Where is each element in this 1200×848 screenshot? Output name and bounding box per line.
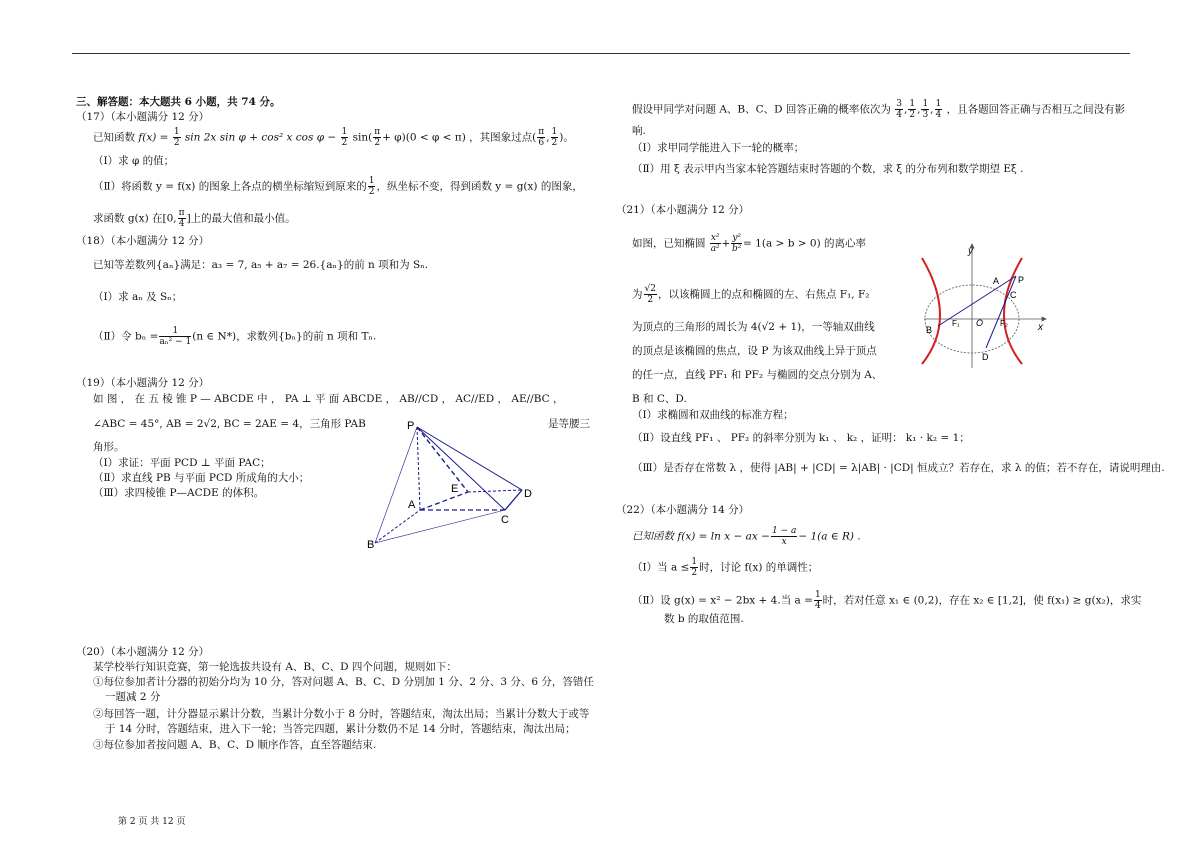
q20-rule1-cont: 一题减 2 分 — [105, 691, 161, 703]
q17-part2-cont: 求函数 g(x) 在[0, $\frac{\pi}{4}$ ]上的最大值和最小值。 — [93, 208, 296, 229]
hyperbola-right-branch — [1004, 258, 1025, 364]
q21-statement: 如图，已知椭圆 $\frac{\text{x²}}{\text{a²}}$ + $\frac{\text{y²}}{\text{b²}}$ = 1(a > b > 0) 的离心率 — [632, 233, 867, 254]
q20-rule3: ③每位参加者按问题 A、B、C、D 顺序作答，直至答题结束. — [93, 739, 377, 751]
edge-PD — [417, 427, 522, 490]
q20-prob-statement: 假设甲同学对问题 A、B、C、D 回答正确的概率依次为 $\frac{3}{4}$ , $\frac{1}{2}$ , $\frac{1}{3}$ , $\frac{1}{4}$ ，且各题回答正确与否相互之间没有影 — [632, 99, 1126, 120]
q22-heading: （22）（本小题满分 14 分） — [616, 504, 750, 516]
label-x: x — [1038, 322, 1043, 333]
q21-statement-2: 为 $\frac{√2}{2}$ ，以该椭圆上的点和椭圆的左、右焦点 F₁, F₂ — [632, 284, 870, 305]
q19-pyramid-figure — [360, 415, 550, 555]
label-F1: F₁ — [952, 319, 960, 328]
label-D: D — [524, 488, 532, 500]
q21-statement-5: 的任一点，直线 PF₁ 和 PF₂ 与椭圆的交点分别为 A、 — [632, 369, 883, 381]
label-O: O — [976, 318, 984, 328]
q21-heading: （21）（本小题满分 12 分） — [616, 204, 750, 216]
q19-statement: 如 图 ， 在 五 棱 锥 P — ABCDE 中 ， PA ⊥ 平 面 ABCDE ， AB//CD ， AC//ED ， AE//BC ， — [93, 393, 564, 405]
q19-statement-3: 角形。 — [93, 441, 125, 453]
q19-part1: （Ⅰ）求证：平面 PCD ⊥ 平面 PAC； — [93, 457, 271, 469]
q21-part2: （Ⅱ）设直线 PF₁ 、 PF₂ 的斜率分别为 k₁ 、 k₂ ，证明： k₁ · k₂ = 1； — [632, 432, 970, 444]
label-B: B — [367, 539, 375, 551]
q19-statement-2: ∠ABC = 45°, AB = 2√2, BC = 2AE = 4，三角形 PAB — [93, 418, 366, 430]
q20-part2: （Ⅱ）用 ξ 表示甲内当家本轮答题结束时答题的个数，求 ξ 的分布列和数学期望 Eξ . — [632, 163, 1024, 175]
q20-part1: （Ⅰ）求甲同学能进入下一轮的概率； — [632, 142, 805, 154]
q19-statement-2-right: 是等腰三 — [548, 418, 590, 430]
q20-rule2-cont: 于 14 分时，答题结束，进入下一轮；当答完四题，累计分数仍不足 14 分时，答题结束，淘汰出局； — [105, 723, 576, 735]
label-B: B — [926, 325, 933, 335]
label-F2: F₂ — [1000, 319, 1008, 328]
q22-part2: （Ⅱ）设 g(x) = x² − 2bx + 4.当 a = $\frac{1}{4}$ 时，若对任意 x₁ ∈ (0,2)，存在 x₂ ∈ [1,2]，使 f(x₁) ≥ g(x₂)，求实 — [632, 590, 1142, 611]
q19-heading: （19）（本小题满分 12 分） — [76, 377, 210, 389]
edge-PA — [417, 427, 420, 510]
edge-CD — [505, 490, 522, 510]
x-axis-arrow — [1042, 317, 1046, 321]
q19-part2: （Ⅱ）求直线 PB 与平面 PCD 所成角的大小； — [93, 472, 310, 484]
q21-part3: （Ⅲ）是否存在常数 λ ，使得 |AB| + |CD| = λ|AB| · |CD| 恒成立？若存在，求 λ 的值；若不存在，请说明理由. — [632, 462, 1165, 474]
q17-part2: （Ⅱ）将函数 y = f(x) 的图象上各点的横坐标缩短到原来的 $\frac{1}{2}$ ，纵坐标不变，得到函数 y = g(x) 的图象， — [93, 176, 583, 197]
label-P: P — [407, 420, 415, 432]
edge-PB — [375, 427, 417, 543]
page-footer: 第 2 页 共 12 页 — [118, 817, 186, 827]
q22-part2-cont: 数 b 的取值范围. — [664, 613, 744, 625]
label-E: E — [451, 483, 459, 495]
label-y: y — [968, 246, 973, 257]
label-C: C — [501, 514, 509, 526]
edge-AB — [375, 510, 420, 543]
q21-statement-4: 的顶点是该椭圆的焦点，设 P 为该双曲线上异于顶点 — [632, 345, 877, 357]
q20-heading: （20）（本小题满分 12 分） — [76, 646, 210, 658]
q17-part1: （Ⅰ）求 φ 的值； — [93, 155, 175, 167]
edge-AE — [420, 492, 468, 510]
edge-ED — [468, 490, 522, 492]
label-D: D — [982, 352, 989, 362]
q18-heading: （18）（本小题满分 12 分） — [76, 235, 210, 247]
q22-statement: 已知函数 f(x) = ln x − ax − $\frac{1 - a}{x}$ − 1(a ∈ R) . — [632, 526, 861, 547]
q20-rule1: ①每位参加者计分器的初始分均为 10 分，答对问题 A、B、C、D 分别加 1 分、2 分、3 分、6 分，答错任 — [93, 676, 594, 688]
label-P: P — [1018, 275, 1025, 285]
q18-part1: （Ⅰ）求 aₙ 及 Sₙ； — [93, 291, 183, 303]
q21-statement-6: B 和 C、D. — [632, 393, 687, 405]
q17-heading: （17）（本小题满分 12 分） — [76, 111, 210, 123]
edge-BC — [375, 510, 505, 543]
section-title: 三、解答题：本大题共 6 小题，共 74 分。 — [76, 96, 281, 108]
q22-part1: （Ⅰ）当 a ≤ $\frac{1}{2}$ 时，讨论 f(x) 的单调性； — [632, 557, 819, 578]
edge-PC — [417, 427, 505, 510]
q21-part1: （Ⅰ）求椭圆和双曲线的标准方程； — [632, 409, 794, 421]
q20-statement: 某学校举行知识竞赛，第一轮选拔共设有 A、B、C、D 四个问题，规则如下： — [93, 661, 457, 673]
q18-statement: 已知等差数列{aₙ}满足：a₃ = 7, a₅ + a₇ = 26.{aₙ}的前 n 项和为 Sₙ. — [93, 259, 429, 271]
q21-ellipse-hyperbola-figure — [918, 240, 1048, 370]
q20-rule2: ②每回答一题，计分器显示累计分数，当累计分数小于 8 分时，答题结束，淘汰出局；当累计分数大于或等 — [93, 708, 590, 720]
q17-statement: 已知函数 f(x) = $\frac{1}{2}$ sin 2x sin φ + cos² x cos φ − $\frac{1}{2}$ sin( $\frac{\pi}{2}$ + φ)(0 < φ < π) ，其图象过点( $\frac{\pi}{6}$ , $\frac{1}{2}$ )。 — [93, 127, 574, 148]
q20-prob-statement-cont: 响. — [632, 125, 646, 137]
q19-part3: （Ⅲ）求四棱锥 P—ACDE 的体积。 — [93, 487, 265, 499]
label-A: A — [993, 276, 1000, 286]
label-A: A — [408, 499, 416, 511]
edge-PE — [417, 427, 468, 492]
line-PF2 — [986, 276, 1016, 348]
label-C: C — [1010, 290, 1017, 300]
header-rule — [72, 53, 1130, 54]
hyperbola-left-branch — [922, 258, 940, 364]
q21-statement-3: 为顶点的三角形的周长为 4(√2 + 1)，一等轴双曲线 — [632, 321, 875, 333]
q18-part2: （Ⅱ）令 bₙ = $\frac{1}{\text{aₙ² − 1}}$ (n ∈ N*)，求数列{bₙ}的前 n 项和 Tₙ. — [93, 326, 377, 347]
